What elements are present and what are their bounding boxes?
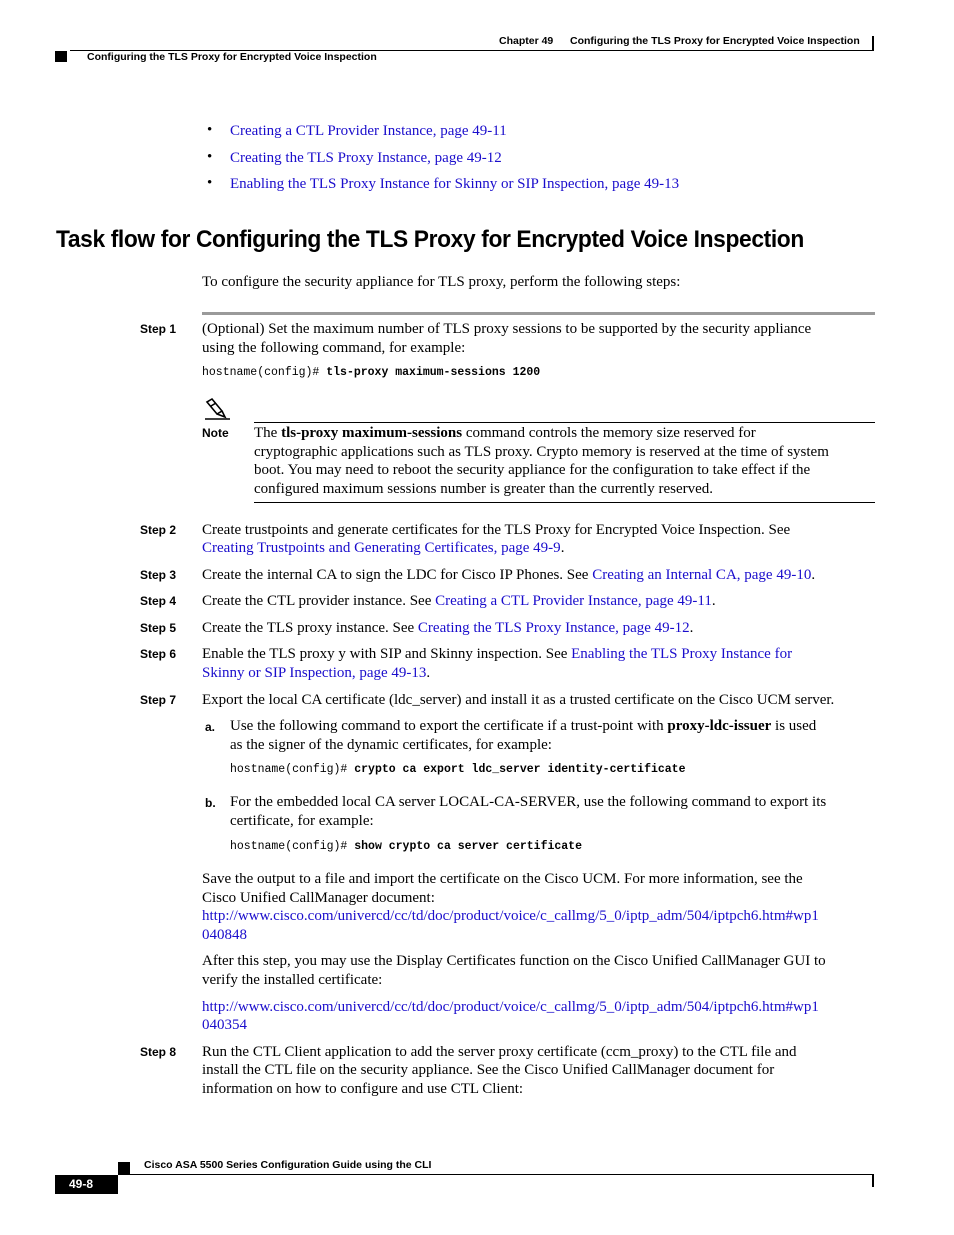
substep-a-text-2: as the signer of the dynamic certificates, for example:	[230, 737, 552, 753]
step-6-link[interactable]: Enabling the TLS Proxy Instance for	[571, 646, 793, 662]
step-4-text: Create the CTL provider instance. See Creating a CTL Provider Instance, page 49-11.	[202, 593, 716, 609]
code-line	[202, 366, 540, 379]
step-8-text: Run the CTL Client application to add the server proxy certificate (ccm_proxy) to the CTL file and	[202, 1044, 797, 1060]
step-label: Step 1	[140, 322, 177, 336]
bullet-dot: •	[207, 122, 213, 138]
step-3-link[interactable]: Creating an Internal CA, page 49-10	[592, 567, 812, 583]
step-8-text-3: information on how to configure and use CTL Client:	[202, 1081, 524, 1097]
bullet-link-tls-proxy[interactable]: Creating the TLS Proxy Instance, page 49-12	[230, 150, 502, 166]
footer-left-block	[118, 1162, 130, 1174]
bullet-link-ctl-provider[interactable]: Creating a CTL Provider Instance, page 49-11	[230, 123, 507, 139]
note-line-1: The tls-proxy maximum-sessions command controls the memory size reserved for	[254, 425, 756, 441]
note-top-rule	[254, 422, 875, 423]
step-6-link-cont[interactable]: Skinny or SIP Inspection, page 49-13	[202, 665, 427, 681]
step-3-text: Create the internal CA to sign the LDC for Cisco IP Phones. See Creating an Internal CA, page 49-10.	[202, 567, 816, 583]
callmanager-url-2-cont[interactable]: 040354	[202, 1017, 247, 1033]
bullet-link-enabling[interactable]: Enabling the TLS Proxy Instance for Skinny or SIP Inspection, page 49-13	[230, 176, 680, 192]
section-heading: Task flow for Configuring the TLS Proxy for Encrypted Voice Inspection	[56, 226, 804, 253]
substep-b-text: For the embedded local CA server LOCAL-CA-SERVER, use the following command to export its	[230, 794, 827, 810]
step-4-link[interactable]: Creating a CTL Provider Instance, page 49-11	[435, 593, 712, 609]
step-7-text: Export the local CA certificate (ldc_server) and install it as a trusted certificate on the Cisco UCM server.	[202, 692, 835, 708]
code-command: show crypto ca server certificate	[354, 840, 582, 853]
pencil-icon	[203, 397, 233, 421]
footer-rule	[118, 1174, 874, 1175]
header-left-block	[55, 51, 67, 62]
step-6-text: Enable the TLS proxy y with SIP and Skinny inspection. See Enabling the TLS Proxy Instance for	[202, 646, 793, 662]
step-label: Step 5	[140, 621, 177, 635]
callmanager-url-1[interactable]: http://www.cisco.com/univercd/cc/td/doc/product/voice/c_callmg/5_0/iptp_adm/504/iptpch6.htm#wp1	[202, 908, 819, 924]
bullet-dot: •	[207, 149, 213, 165]
steps-top-rule	[202, 312, 875, 315]
step-2-text-2: Creating Trustpoints and Generating Certificates, page 49-9.	[202, 540, 565, 556]
step-5-link[interactable]: Creating the TLS Proxy Instance, page 49-12	[417, 620, 690, 636]
code-command: crypto ca export ldc_server identity-certificate	[354, 763, 686, 776]
step-7-para-2: After this step, you may use the Display Certificates function on the Cisco Unified CallManager GUI to	[202, 953, 826, 969]
code-prompt: hostname(config)#	[202, 366, 320, 379]
page-number: 49-8	[69, 1177, 94, 1191]
substep-label-a: a.	[205, 720, 216, 734]
step-label: Step 2	[140, 523, 177, 537]
intro-text: To configure the security appliance for TLS proxy, perform the following steps:	[202, 274, 681, 290]
header-section-title: Configuring the TLS Proxy for Encrypted Voice Inspection	[87, 51, 377, 63]
step-label: Step 8	[140, 1045, 177, 1059]
code-line	[230, 763, 686, 776]
note-line-2: cryptographic applications such as TLS proxy. Crypto memory is reserved at the time of system	[254, 444, 829, 460]
step-5-text: Create the TLS proxy instance. See Creating the TLS Proxy Instance, page 49-12.	[202, 620, 694, 636]
code-line	[230, 840, 582, 853]
step-label: Step 6	[140, 647, 177, 661]
step-1-text: (Optional) Set the maximum number of TLS proxy sessions to be supported by the security appliance	[202, 321, 812, 337]
step-6-text-2: Skinny or SIP Inspection, page 49-13.	[202, 665, 431, 681]
footer-guide-title: Cisco ASA 5500 Series Configuration Guide using the CLI	[144, 1159, 432, 1171]
step-label: Step 3	[140, 568, 177, 582]
substep-label-b: b.	[205, 796, 216, 810]
code-command: tls-proxy maximum-sessions 1200	[326, 366, 541, 379]
footer-right-bar	[872, 1175, 874, 1187]
substep-b-text-2: certificate, for example:	[230, 813, 374, 829]
header-chapter: Chapter 49	[499, 35, 554, 47]
header-right-bar	[872, 36, 874, 50]
step-7-para-1-2: Cisco Unified CallManager document:	[202, 890, 435, 906]
note-line-4: configured maximum sessions number is greater than the currently reserved.	[254, 481, 714, 497]
code-prompt: hostname(config)#	[230, 840, 348, 853]
step-2-text: Create trustpoints and generate certificates for the TLS Proxy for Encrypted Voice Inspection. See	[202, 522, 791, 538]
step-label: Step 4	[140, 594, 177, 608]
callmanager-url-2[interactable]: http://www.cisco.com/univercd/cc/td/doc/product/voice/c_callmg/5_0/iptp_adm/504/iptpch6.htm#wp1	[202, 999, 819, 1015]
note-label: Note	[202, 426, 229, 440]
substep-a-bold: proxy-ldc-issuer	[667, 718, 772, 734]
bullet-dot: •	[207, 175, 213, 191]
step-7-para-1: Save the output to a file and import the certificate on the Cisco UCM. For more information, see the	[202, 871, 803, 887]
note-bottom-rule	[254, 502, 875, 503]
step-7-para-2-2: verify the installed certificate:	[202, 972, 383, 988]
code-prompt: hostname(config)#	[230, 763, 348, 776]
step-8-text-2: install the CTL file on the security appliance. See the Cisco Unified CallManager document for	[202, 1062, 775, 1078]
header-chapter-title: Configuring the TLS Proxy for Encrypted Voice Inspection	[570, 35, 860, 47]
note-line-3: boot. You may need to reboot the security appliance for the configuration to take effect if the	[254, 462, 811, 478]
callmanager-url-1-cont[interactable]: 040848	[202, 927, 247, 943]
note-bold-command: tls-proxy maximum-sessions	[281, 425, 463, 441]
substep-a-text: Use the following command to export the certificate if a trust-point with proxy-ldc-issuer is used	[230, 718, 817, 734]
step-1-text-2: using the following command, for example:	[202, 340, 466, 356]
step-label: Step 7	[140, 693, 177, 707]
step-2-link[interactable]: Creating Trustpoints and Generating Certificates, page 49-9	[202, 540, 561, 556]
